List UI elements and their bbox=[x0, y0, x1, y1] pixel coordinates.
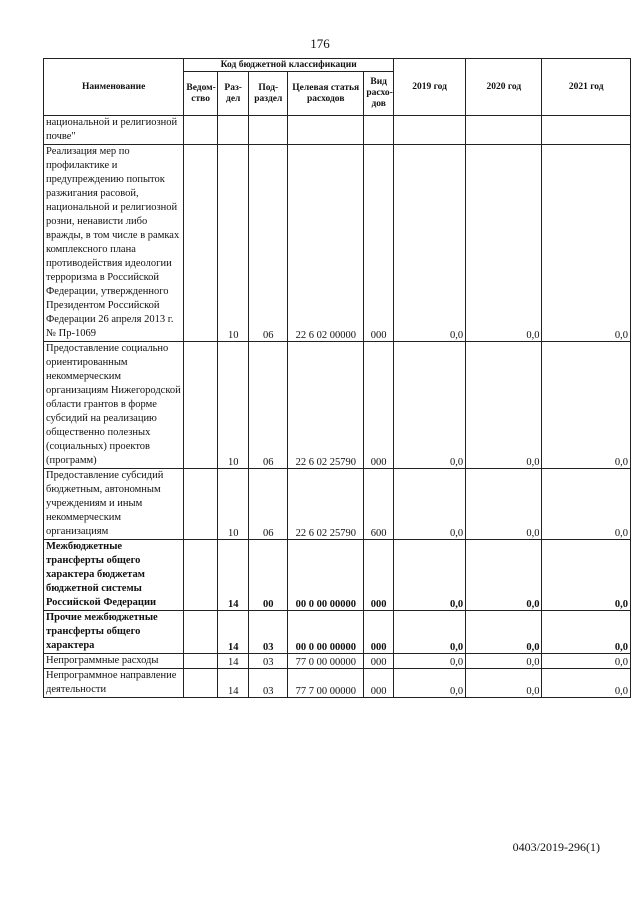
cell-vid bbox=[364, 116, 394, 145]
cell-razdel: 14 bbox=[217, 669, 249, 698]
cell-podrazdel: 06 bbox=[249, 469, 288, 540]
cell-2020: 0,0 bbox=[466, 469, 542, 540]
cell-celevaya: 77 0 00 00000 bbox=[288, 654, 364, 669]
cell-celevaya: 77 7 00 00000 bbox=[288, 669, 364, 698]
header-code-group: Код бюджетной классификации bbox=[184, 59, 394, 72]
header-celevaya: Целевая статья расходов bbox=[288, 72, 364, 116]
cell-2020: 0,0 bbox=[466, 611, 542, 654]
cell-razdel: 14 bbox=[217, 611, 249, 654]
cell-2021: 0,0 bbox=[542, 654, 631, 669]
header-name: Наименование bbox=[44, 59, 184, 116]
cell-2020: 0,0 bbox=[466, 540, 542, 611]
header-vid: Вид расхо-дов bbox=[364, 72, 394, 116]
header-podrazdel: Под-раздел bbox=[249, 72, 288, 116]
cell-2020: 0,0 bbox=[466, 145, 542, 342]
cell-podrazdel: 03 bbox=[249, 669, 288, 698]
cell-2019: 0,0 bbox=[393, 669, 465, 698]
page-number: 176 bbox=[310, 36, 330, 51]
row-name: Непрограммное направление деятельности bbox=[44, 669, 184, 698]
cell-2020: 0,0 bbox=[466, 669, 542, 698]
cell-podrazdel: 06 bbox=[249, 342, 288, 469]
cell-2021: 0,0 bbox=[542, 342, 631, 469]
cell-ved bbox=[184, 145, 218, 342]
header-razdel: Раз-дел bbox=[217, 72, 249, 116]
cell-2019: 0,0 bbox=[393, 469, 465, 540]
header-vedomstvo: Ведом-ство bbox=[184, 72, 218, 116]
cell-2020: 0,0 bbox=[466, 342, 542, 469]
cell-razdel: 14 bbox=[217, 654, 249, 669]
cell-2021: 0,0 bbox=[542, 540, 631, 611]
cell-razdel: 10 bbox=[217, 469, 249, 540]
cell-vid: 000 bbox=[364, 145, 394, 342]
row-name: Реализация мер по профилактике и предупреждению попыток разжигания расовой, национальной и религиозной розни, ненависти либо вражды, в том числе в рамках комплексного плана противодействия идеологии терроризма в Российской Федерации, утвержденного Президентом Российской Федерации 26 апреля 2013 г. № Пр-1069 bbox=[44, 145, 184, 342]
row-name: Непрограммные расходы bbox=[44, 654, 184, 669]
header-2021: 2021 год bbox=[542, 59, 631, 116]
cell-2021: 0,0 bbox=[542, 611, 631, 654]
cell-vid: 000 bbox=[364, 669, 394, 698]
cell-celevaya: 00 0 00 00000 bbox=[288, 611, 364, 654]
cell-ved bbox=[184, 116, 218, 145]
cell-2021 bbox=[542, 116, 631, 145]
cell-vid: 000 bbox=[364, 654, 394, 669]
row-name: Предоставление субсидий бюджетным, автономным учреждениям и иным некоммерческим организациям bbox=[44, 469, 184, 540]
cell-razdel: 10 bbox=[217, 145, 249, 342]
cell-celevaya: 22 6 02 00000 bbox=[288, 145, 364, 342]
cell-2019 bbox=[393, 116, 465, 145]
cell-podrazdel bbox=[249, 116, 288, 145]
cell-2021: 0,0 bbox=[542, 145, 631, 342]
cell-2021: 0,0 bbox=[542, 669, 631, 698]
cell-podrazdel: 03 bbox=[249, 654, 288, 669]
cell-ved bbox=[184, 611, 218, 654]
cell-podrazdel: 00 bbox=[249, 540, 288, 611]
cell-2019: 0,0 bbox=[393, 611, 465, 654]
cell-ved bbox=[184, 669, 218, 698]
cell-2020 bbox=[466, 116, 542, 145]
cell-ved bbox=[184, 342, 218, 469]
row-name: Прочие межбюджетные трансферты общего характера bbox=[44, 611, 184, 654]
cell-2021: 0,0 bbox=[542, 469, 631, 540]
cell-celevaya: 22 6 02 25790 bbox=[288, 342, 364, 469]
cell-2019: 0,0 bbox=[393, 342, 465, 469]
row-name: Межбюджетные трансферты общего характера бюджетам бюджетной системы Российской Федерации bbox=[44, 540, 184, 611]
cell-ved bbox=[184, 540, 218, 611]
cell-celevaya bbox=[288, 116, 364, 145]
header-2019: 2019 год bbox=[393, 59, 465, 116]
cell-2019: 0,0 bbox=[393, 540, 465, 611]
row-name: Предоставление социально ориентированным некоммерческим организациям Нижегородской области грантов в форме субсидий на реализацию общественно полезных (социальных) проектов (программ) bbox=[44, 342, 184, 469]
cell-vid: 000 bbox=[364, 342, 394, 469]
cell-razdel: 14 bbox=[217, 540, 249, 611]
cell-celevaya: 22 6 02 25790 bbox=[288, 469, 364, 540]
budget-table bbox=[43, 58, 631, 698]
cell-ved bbox=[184, 654, 218, 669]
cell-celevaya: 00 0 00 00000 bbox=[288, 540, 364, 611]
document-code: 0403/2019-296(1) bbox=[512, 840, 600, 854]
cell-vid: 600 bbox=[364, 469, 394, 540]
cell-podrazdel: 06 bbox=[249, 145, 288, 342]
cell-razdel: 10 bbox=[217, 342, 249, 469]
cell-podrazdel: 03 bbox=[249, 611, 288, 654]
row-name: национальной и религиозной почве" bbox=[44, 116, 184, 145]
cell-ved bbox=[184, 469, 218, 540]
header-2020: 2020 год bbox=[466, 59, 542, 116]
cell-2020: 0,0 bbox=[466, 654, 542, 669]
cell-vid: 000 bbox=[364, 540, 394, 611]
cell-vid: 000 bbox=[364, 611, 394, 654]
cell-2019: 0,0 bbox=[393, 145, 465, 342]
cell-razdel bbox=[217, 116, 249, 145]
cell-2019: 0,0 bbox=[393, 654, 465, 669]
